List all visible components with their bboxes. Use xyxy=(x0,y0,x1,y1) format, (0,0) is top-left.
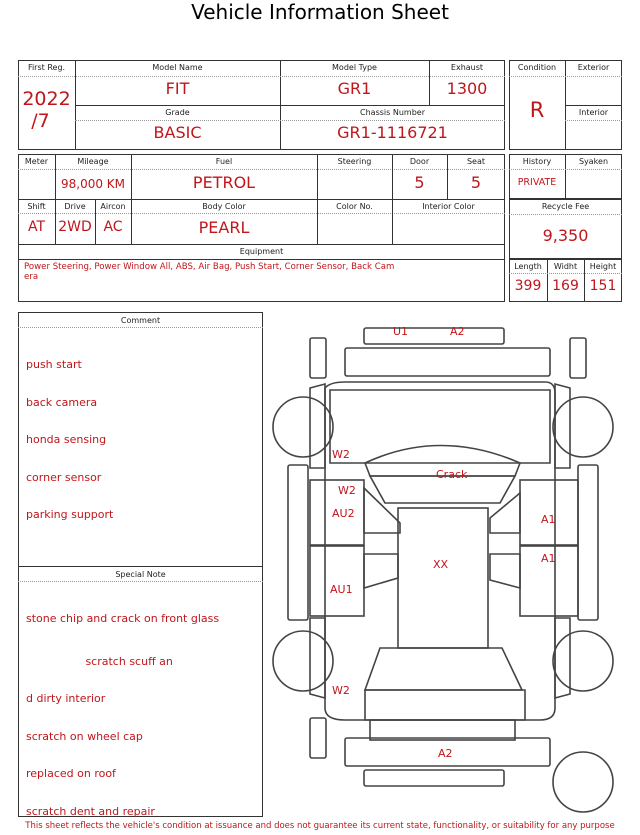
comment-line: back camera xyxy=(26,395,98,409)
color-no-label: Color No. xyxy=(336,202,373,211)
exterior-label: Exterior xyxy=(577,63,610,72)
special-note-line: scratch scuff an xyxy=(26,654,173,668)
aircon-value: AC xyxy=(103,219,123,235)
exhaust-label: Exhaust xyxy=(450,63,484,72)
special-note-line: replaced on roof xyxy=(26,767,116,780)
chassis-value: GR1-1116721 xyxy=(337,123,448,142)
mark-crack: Crack xyxy=(436,468,468,481)
meter-label: Meter xyxy=(24,157,49,166)
mark-front-a2: A2 xyxy=(450,325,465,338)
mileage-value: 98,000 KM xyxy=(60,177,126,191)
model-name: FIT xyxy=(165,79,190,98)
comment-line: honda sensing xyxy=(26,433,107,446)
height-label: Height xyxy=(589,262,617,271)
first-reg-month: /7 xyxy=(31,110,50,132)
steering-label: Steering xyxy=(337,157,372,166)
comment-line: parking support xyxy=(26,508,114,521)
exhaust-value: 1300 xyxy=(446,79,488,98)
grade-label: Grade xyxy=(165,108,190,117)
body-color-value: PEARL xyxy=(198,218,250,237)
special-note-line: stone chip and crack on front glass xyxy=(26,612,220,625)
interior-color-label: Interior Color xyxy=(422,202,475,211)
interior-label: Interior xyxy=(578,108,609,117)
mark-front-u1: U1 xyxy=(393,325,409,338)
syaken-label: Syaken xyxy=(578,157,609,166)
mark-au2: AU2 xyxy=(332,507,355,520)
equipment-label: Equipment xyxy=(239,247,284,256)
equipment-line-1: Power Steering, Power Window All, ABS, Air Bag, Push Start, Corner Sensor, Back Cam xyxy=(24,262,395,272)
width-label: Widht xyxy=(553,262,578,271)
fuel-label: Fuel xyxy=(215,157,233,166)
mark-au1: AU1 xyxy=(330,583,353,596)
body-color-label: Body Color xyxy=(202,202,246,211)
first-reg-label: First Reg. xyxy=(27,63,66,72)
comment-label: Comment xyxy=(120,316,161,325)
car-damage-diagram xyxy=(270,318,630,818)
special-note-line: d dirty interior xyxy=(26,692,106,705)
model-type-label: Model Type xyxy=(332,63,377,72)
special-note-line: scratch dent and repair xyxy=(26,804,155,818)
mark-a1-lower: A1 xyxy=(541,552,556,565)
aircon-label: Aircon xyxy=(100,202,126,211)
condition-label: Condition xyxy=(517,63,557,72)
special-note-label: Special Note xyxy=(115,570,166,579)
door-label: Door xyxy=(409,157,430,166)
first-reg-year: 2022 xyxy=(22,88,71,110)
footer-disclaimer: This sheet reflects the vehicle's condition at issuance and does not guarantee its current state, functionality, or suitability for any purpose xyxy=(25,821,615,831)
mark-rear-a2: A2 xyxy=(438,747,453,760)
door-value: 5 xyxy=(414,173,425,192)
mark-w2-rear-left: W2 xyxy=(332,684,350,697)
grade-value: BASIC xyxy=(153,123,202,142)
height-value: 151 xyxy=(589,278,617,294)
model-type: GR1 xyxy=(337,79,372,98)
drive-value: 2WD xyxy=(58,219,92,235)
recycle-label: Recycle Fee xyxy=(541,202,590,211)
special-note-list xyxy=(26,588,219,831)
drive-label: Drive xyxy=(64,202,86,211)
history-value: PRIVATE xyxy=(517,177,557,188)
mark-a1-upper: A1 xyxy=(541,513,556,526)
history-label: History xyxy=(522,157,552,166)
comment-line: corner sensor xyxy=(26,470,102,484)
mark-w2-front-left: W2 xyxy=(332,448,350,461)
mark-xx: XX xyxy=(433,558,449,571)
shift-value: AT xyxy=(27,219,46,235)
equipment-line-2: era xyxy=(24,272,39,282)
chassis-label: Chassis Number xyxy=(360,108,425,117)
special-note-line: scratch on wheel cap xyxy=(26,729,143,743)
width-value: 169 xyxy=(552,278,579,294)
seat-value: 5 xyxy=(470,173,482,192)
comment-line: push start xyxy=(26,358,82,371)
mark-w2-left-door: W2 xyxy=(338,484,356,497)
seat-label: Seat xyxy=(466,157,486,166)
length-label: Length xyxy=(514,262,542,271)
comment-list xyxy=(26,334,113,534)
length-value: 399 xyxy=(514,278,542,294)
recycle-value: 9,350 xyxy=(542,226,589,245)
shift-label: Shift xyxy=(27,202,46,211)
condition-grade: R xyxy=(529,98,545,122)
sheet-title: Vehicle Information Sheet xyxy=(191,0,449,24)
fuel-value: PETROL xyxy=(192,173,256,192)
model-name-label: Model Name xyxy=(152,63,203,72)
mileage-label: Mileage xyxy=(77,157,109,166)
